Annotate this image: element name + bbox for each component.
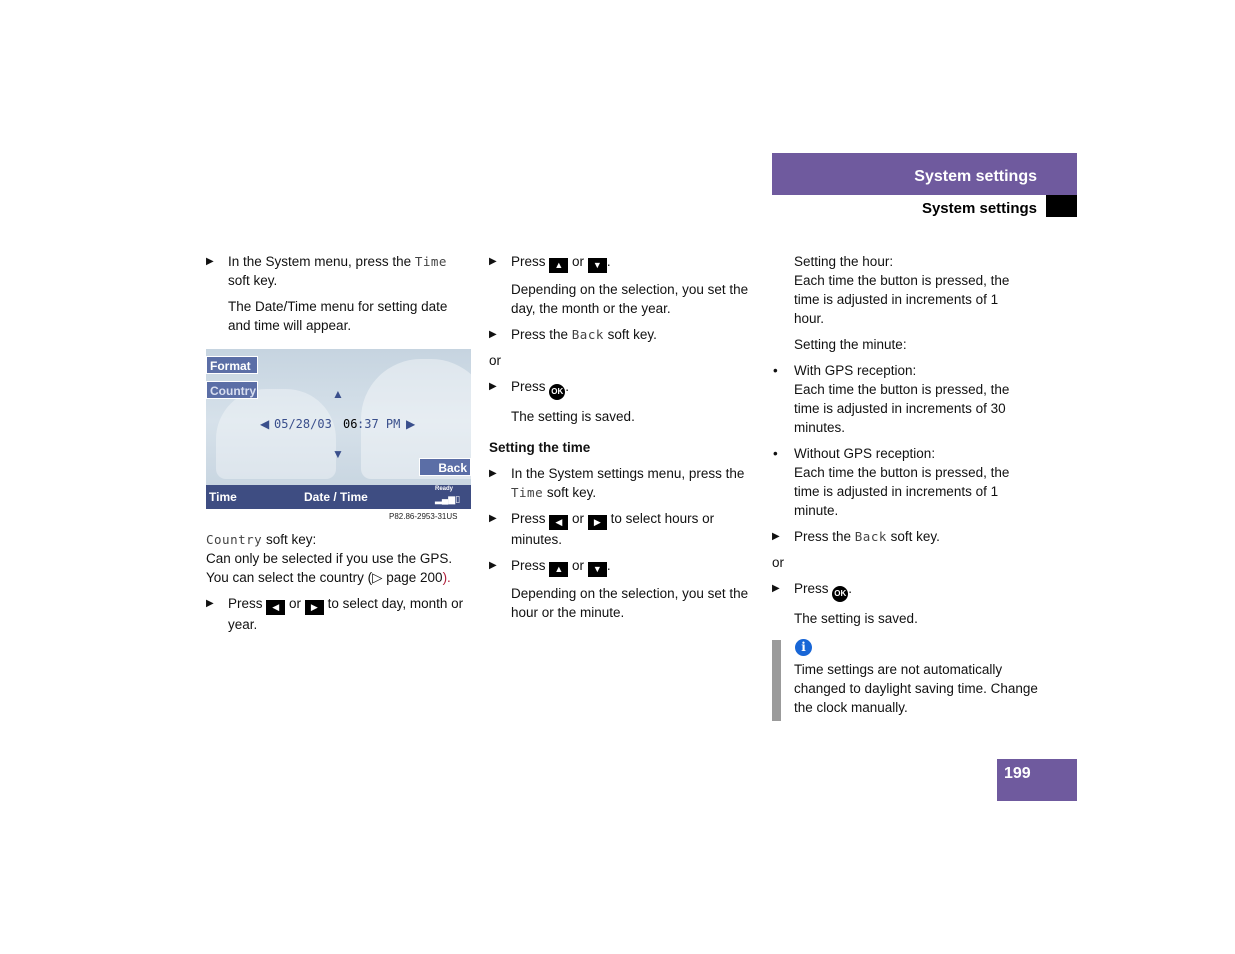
depending-time: Depending on the selection, you set the hour or the minute.: [511, 586, 749, 620]
hour-value: 06: [343, 417, 358, 431]
section-heading: Setting the time: [489, 440, 591, 455]
result-datetime-menu: The Date/Time menu for setting date and time will appear.: [228, 299, 448, 333]
column-3: [772, 252, 1027, 635]
info-rule: [772, 640, 781, 721]
up-key-icon: ▲: [549, 562, 568, 577]
status-bar: [206, 485, 471, 509]
step-select-day: ▶ Press ◀ or ▶ to select day, month or year.: [206, 594, 471, 634]
minute-value: :37 PM: [357, 417, 401, 431]
hour-setting: Setting the hour: Each time the button is pressed, the time is adjusted in increments of 1 hour.: [794, 254, 1010, 326]
softkey-back-name: Back: [571, 327, 604, 342]
down-arrow-icon: ▼: [332, 447, 344, 461]
step-press-ok: ▶ Press OK .: [489, 377, 759, 400]
no-gps-reception: • Without GPS reception: Each time the button is pressed, the time is adjusted in increments of 1 minute.: [772, 444, 1027, 520]
column-1-lower: [206, 530, 471, 641]
setting-saved: The setting is saved.: [794, 611, 918, 626]
up-key-icon: ▲: [549, 258, 568, 273]
ok-button-icon: OK: [549, 384, 565, 400]
depending-date: Depending on the selection, you set the day, the month or the year.: [511, 282, 749, 316]
car-silhouette: [216, 389, 336, 479]
display-screenshot: [206, 349, 471, 509]
left-key-icon: ◀: [549, 515, 568, 530]
step-press-up-down-time: ▶ Press ▲ or ▼ .: [489, 556, 759, 577]
step-press-time-system: ▶ In the System settings menu, press the Time soft key.: [489, 464, 759, 502]
softkey-country: Country: [206, 381, 258, 399]
or-text: or: [772, 555, 785, 570]
ready-label: Ready: [435, 486, 454, 492]
softkey-format: Format: [206, 356, 258, 374]
step-select-hours: ▶ Press ◀ or ▶ to select hours or minutes.: [489, 509, 759, 549]
gps-reception: • With GPS reception: Each time the button is pressed, the time is adjusted in increments of 30 minutes.: [772, 361, 1027, 437]
info-icon: i: [795, 639, 812, 656]
right-key-icon: ▶: [305, 600, 324, 615]
info-text: Time settings are not automatically changed to daylight saving time. Change the clock manually.: [794, 662, 1038, 715]
figure-caption: P82.86-2953-31US: [389, 512, 458, 521]
right-key-icon: ▶: [588, 515, 607, 530]
down-key-icon: ▼: [588, 258, 607, 273]
minute-setting-title: Setting the minute:: [794, 337, 907, 352]
softkey-time: Time: [414, 254, 447, 269]
softkey-time-name: Time: [511, 485, 544, 500]
step-press-ok: ▶ Press OK .: [772, 579, 1027, 602]
ok-button-icon: OK: [832, 586, 848, 602]
up-arrow-icon: ▲: [332, 387, 344, 401]
info-note: [772, 638, 1042, 721]
right-arrow-icon: ▶: [406, 417, 416, 431]
softkey-back: Back: [419, 458, 471, 476]
step-press-time: ▶ In the System menu, press the Time soft key.: [206, 252, 471, 290]
section-title: System settings: [914, 168, 1037, 185]
step-press-back: ▶ Press the Back soft key.: [772, 527, 1027, 546]
header-marker: [1046, 195, 1077, 217]
left-key-icon: ◀: [266, 600, 285, 615]
step-press-back: ▶ Press the Back soft key.: [489, 325, 759, 344]
softkey-back-name: Back: [854, 529, 887, 544]
country-description: Country soft key: Can only be selected if you use the GPS. You can select the country (▷ page 200).: [206, 532, 453, 585]
down-key-icon: ▼: [588, 562, 607, 577]
softkey-time-label: Time: [209, 490, 237, 504]
column-2: [489, 252, 759, 629]
column-1: [206, 252, 471, 342]
subsection-title: System settings: [921, 200, 1037, 217]
page-number: 199: [1004, 765, 1031, 782]
date-value: 05/28/03: [274, 417, 332, 431]
step-press-up-down: ▶ Press ▲ or ▼ .: [489, 252, 759, 273]
softkey-country-name: Country: [206, 532, 263, 547]
setting-saved: The setting is saved.: [511, 409, 635, 424]
left-arrow-icon: ◀: [260, 417, 270, 431]
signal-icon: ▂▄▆▯: [435, 494, 461, 504]
or-text: or: [489, 353, 502, 368]
page-number-box: [997, 759, 1077, 801]
page-reference[interactable]: ▷ page 200: [372, 570, 443, 585]
subsection-header: [772, 195, 1077, 217]
section-header: [772, 153, 1077, 195]
menu-title: Date / Time: [304, 490, 368, 504]
